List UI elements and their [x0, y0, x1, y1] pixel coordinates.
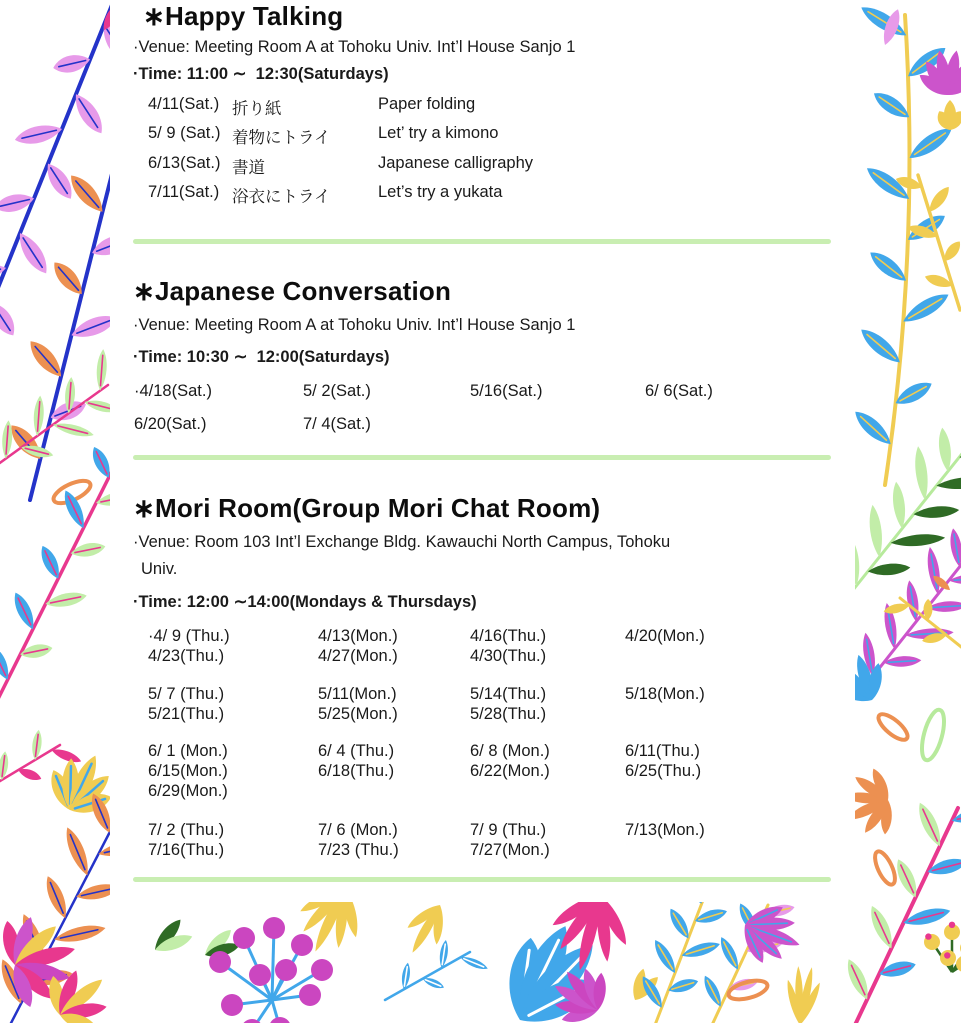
session-date: 4/30(Thu.)	[470, 647, 547, 665]
session-date: 4/27(Mon.)	[318, 647, 398, 665]
activity-title-en: Japanese calligraphy	[378, 154, 534, 172]
floral-fan	[784, 966, 823, 1023]
session-date: 4/13(Mon.)	[318, 627, 398, 645]
session-date: 6/ 1 (Mon.)	[148, 742, 228, 760]
activity-date: 7/11(Sat.)	[148, 183, 220, 201]
session-date: 7/27(Mon.)	[470, 841, 550, 859]
floral-branch	[844, 427, 961, 600]
activity-row	[110, 95, 855, 118]
session-date: ·4/18(Sat.)	[134, 382, 212, 400]
session-date: 5/11(Mon.)	[318, 685, 397, 703]
flyer-content	[110, 0, 855, 902]
activity-date: 6/13(Sat.)	[148, 154, 221, 172]
session-date: 7/16(Thu.)	[148, 841, 225, 859]
session-date: 6/20(Sat.)	[134, 415, 207, 433]
section-title-happy-talking: ∗Happy Talking	[143, 1, 344, 31]
session-date: 6/15(Mon.)	[148, 762, 228, 780]
session-date: 6/ 6(Sat.)	[645, 382, 713, 400]
session-date: 7/23 (Thu.)	[318, 841, 399, 859]
floral-fan	[150, 916, 194, 956]
activity-title-jp: 着物にトライ	[232, 129, 331, 147]
session-date: 7/ 9 (Thu.)	[470, 821, 547, 839]
activity-title-en: Paper folding	[378, 95, 476, 113]
session-date: 5/28(Thu.)	[470, 705, 547, 723]
session-date: 4/23(Thu.)	[148, 647, 225, 665]
session-date: 5/16(Sat.)	[470, 382, 543, 400]
activity-title-jp: 書道	[232, 159, 265, 177]
japanese-conversation-time: ·Time: 10:30 ∼ 12:00(Saturdays)	[133, 348, 390, 366]
activity-title-jp: 折り紙	[232, 100, 282, 118]
section-title-mori-room: ∗Mori Room(Group Mori Chat Room)	[133, 493, 601, 523]
japanese-conversation-venue: ·Venue: Meeting Room A at Tohoku Univ. Int’l House Sanjo 1	[133, 316, 576, 334]
activity-row	[110, 183, 855, 206]
floral-fan	[934, 100, 961, 133]
session-date: ·4/ 9 (Thu.)	[148, 627, 230, 645]
floral-leaf-outline	[918, 708, 949, 763]
section-divider	[133, 877, 831, 882]
happy-talking-venue: ·Venue: Meeting Room A at Tohoku Univ. Int’l House Sanjo 1	[133, 38, 576, 56]
session-date: 4/20(Mon.)	[625, 627, 705, 645]
mori-dates-june	[148, 741, 838, 801]
activity-title-en: Let’ try a kimono	[378, 124, 499, 142]
floral-leaf-outline	[871, 849, 899, 888]
session-date: 6/29(Mon.)	[148, 782, 228, 800]
section-divider	[133, 239, 831, 244]
mori-room-time: ·Time: 12:00 ∼14:00(Mondays & Thursdays)	[133, 593, 477, 611]
session-date: 6/22(Mon.)	[470, 762, 550, 780]
section-divider	[133, 455, 831, 460]
session-date: 7/13(Mon.)	[625, 821, 705, 839]
activity-title-en: Let’s try a yukata	[378, 183, 503, 201]
session-date: 6/11(Thu.)	[625, 742, 700, 760]
session-date: 7/ 4(Sat.)	[303, 415, 371, 433]
floral-branch	[860, 527, 961, 690]
session-date: 5/18(Mon.)	[625, 685, 705, 703]
session-date: 6/ 4 (Thu.)	[318, 742, 395, 760]
floral-leaf-outline	[875, 710, 912, 744]
session-date: 5/ 2(Sat.)	[303, 382, 371, 400]
mori-room-venue-line1: ·Venue: Room 103 Int’l Exchange Bldg. Kawauchi North Campus, Tohoku	[133, 533, 671, 551]
mori-room-venue-line2: Univ.	[141, 560, 178, 578]
floral-fan	[405, 901, 445, 955]
session-date: 6/ 8 (Mon.)	[470, 742, 550, 760]
activity-date: 4/11(Sat.)	[148, 95, 220, 113]
activity-title-jp: 浴衣にトライ	[232, 188, 331, 206]
session-date: 5/21(Thu.)	[148, 705, 225, 723]
section-title-japanese-conversation: ∗Japanese Conversation	[133, 276, 452, 306]
mori-dates-may	[148, 684, 838, 724]
floral-branch	[843, 800, 961, 1023]
session-date: 7/ 2 (Thu.)	[148, 821, 225, 839]
session-date: 5/25(Mon.)	[318, 705, 398, 723]
session-date: 6/25(Thu.)	[625, 762, 702, 780]
activity-row	[110, 154, 855, 177]
happy-talking-time: ·Time: 11:00 ∼ 12:30(Saturdays)	[133, 65, 389, 83]
session-date: 6/18(Thu.)	[318, 762, 395, 780]
session-date: 5/14(Thu.)	[470, 685, 547, 703]
japanese-conversation-dates	[134, 381, 834, 434]
mori-dates-july	[148, 820, 838, 860]
activity-date: 5/ 9 (Sat.)	[148, 124, 221, 142]
floral-berries	[924, 922, 961, 972]
mori-dates-april	[148, 626, 838, 666]
floral-branch	[385, 939, 489, 1000]
session-date: 4/16(Thu.)	[470, 627, 547, 645]
session-date: 7/ 6 (Mon.)	[318, 821, 398, 839]
session-date: 5/ 7 (Thu.)	[148, 685, 225, 703]
activity-row	[110, 124, 855, 147]
